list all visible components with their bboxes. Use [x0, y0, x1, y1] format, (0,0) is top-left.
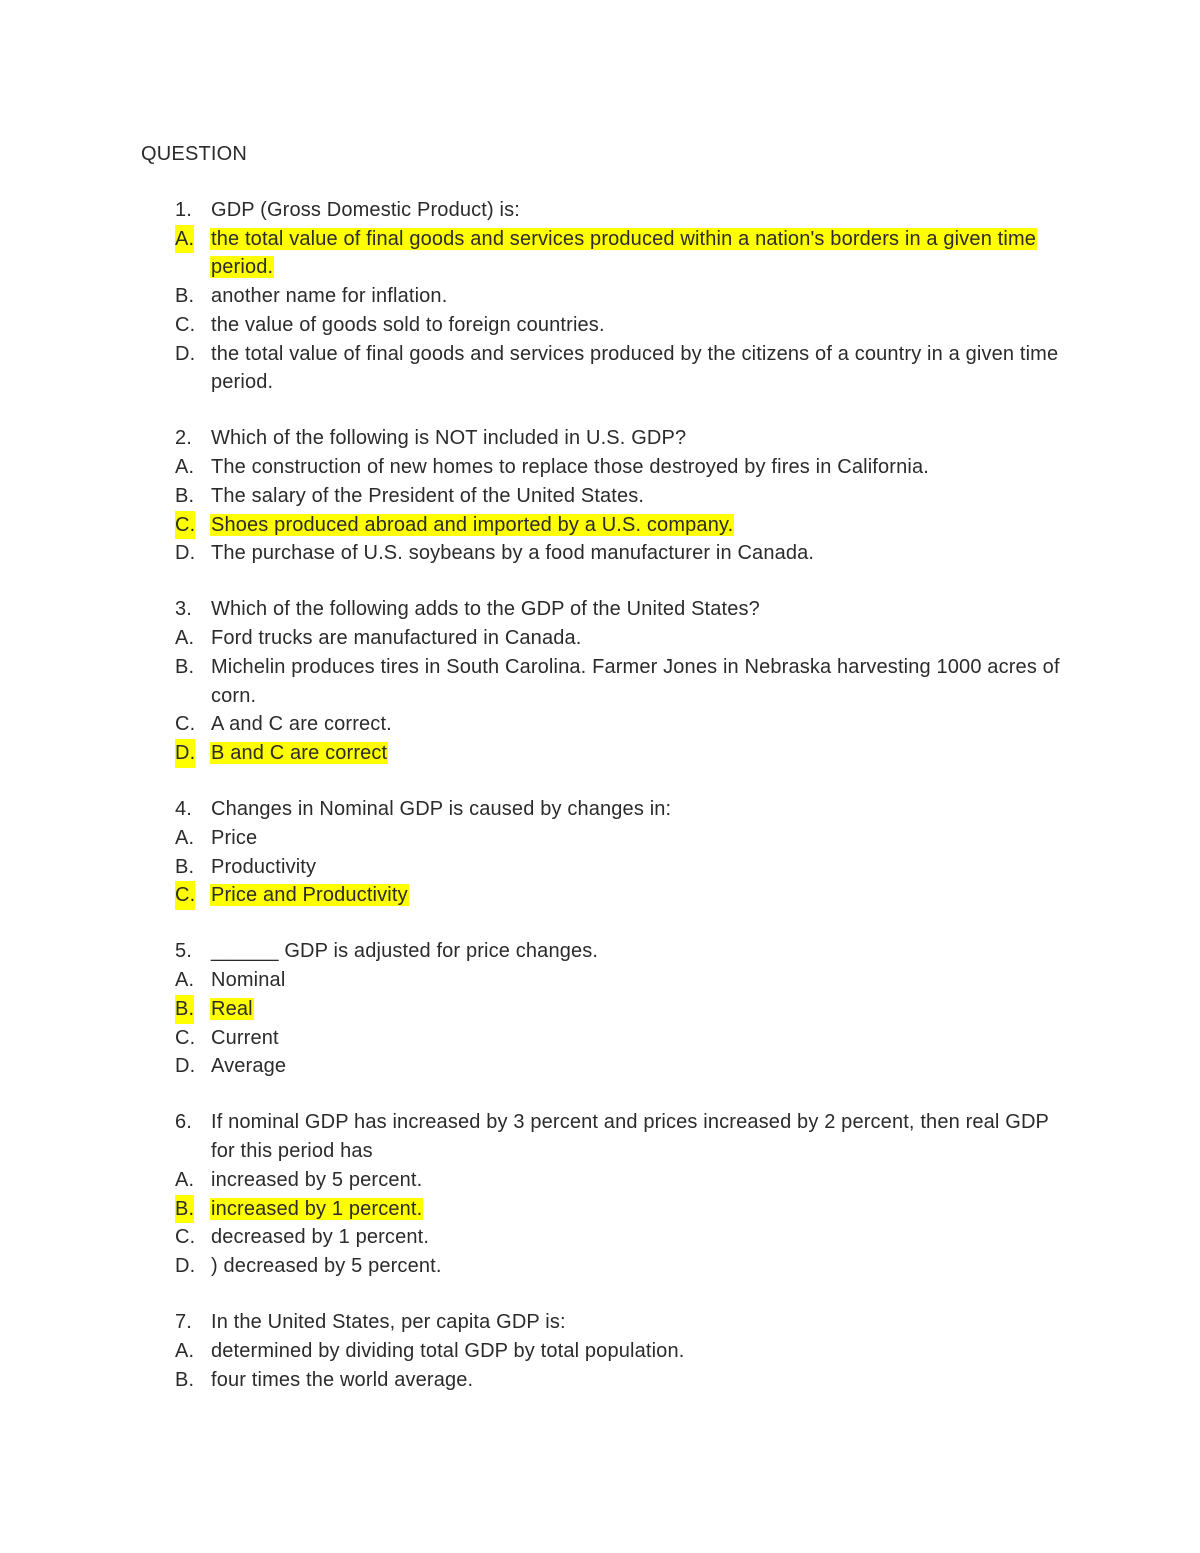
answer-option	[0, 1166, 1061, 1195]
question-3	[0, 595, 1200, 767]
option-text: the total value of final goods and services produced by the citizens of a country in a given time period.	[211, 342, 1059, 394]
question-text: GDP (Gross Domestic Product) is:	[211, 199, 520, 221]
answer-option	[0, 1252, 1061, 1281]
option-text: Average	[211, 1055, 287, 1078]
question-7	[0, 1308, 1200, 1394]
option-letter: C.	[175, 313, 196, 336]
option-text: decreased by 1 percent.	[211, 1226, 430, 1249]
question-stem	[0, 424, 1061, 453]
option-letter: B.	[175, 995, 194, 1024]
option-letter: C.	[175, 1226, 196, 1249]
question-stem	[0, 795, 1061, 824]
answer-option	[0, 225, 1061, 282]
option-text: the value of goods sold to foreign countries.	[211, 313, 605, 336]
option-letter: A.	[175, 1339, 195, 1362]
question-text: ______ GDP is adjusted for price changes.	[211, 940, 599, 963]
option-text: The salary of the President of the United States.	[211, 484, 645, 507]
option-letter: A.	[175, 826, 195, 849]
option-text: Nominal	[211, 969, 286, 992]
answer-option	[0, 340, 1061, 397]
answer-option	[0, 853, 1061, 882]
question-4	[0, 795, 1200, 910]
option-letter: B.	[175, 1195, 194, 1224]
option-letter: B.	[175, 484, 195, 507]
answer-option	[0, 653, 1061, 710]
answer-option	[0, 539, 1061, 568]
highlighted-answer-text: Shoes produced abroad and imported by a U.S. company.	[211, 513, 734, 536]
highlighted-answer-text: B and C are correct	[211, 741, 388, 764]
answer-option	[0, 1052, 1061, 1081]
answer-option	[0, 966, 1061, 995]
question-number: 3.	[175, 598, 192, 621]
answer-option	[0, 824, 1061, 853]
answer-option	[0, 1024, 1061, 1053]
question-text: If nominal GDP has increased by 3 percent and prices increased by 2 percent, then real GDP for this period has	[211, 1111, 1049, 1163]
answer-option	[0, 1366, 1061, 1395]
option-letter: C.	[175, 713, 196, 736]
question-6	[0, 1108, 1200, 1280]
answer-option	[0, 311, 1061, 340]
question-number: 4.	[175, 798, 192, 821]
answer-option	[0, 881, 1061, 910]
option-text: increased by 5 percent.	[211, 1168, 423, 1191]
question-text: Which of the following adds to the GDP of the United States?	[211, 598, 760, 621]
page-heading: QUESTION	[141, 143, 248, 165]
question-text: Which of the following is NOT included in U.S. GDP?	[211, 427, 687, 450]
option-text: another name for inflation.	[211, 285, 448, 308]
question-number: 7.	[175, 1311, 192, 1334]
answer-option	[0, 710, 1061, 739]
option-letter: D.	[175, 1055, 196, 1078]
question-stem	[0, 196, 1061, 225]
question-2	[0, 424, 1200, 568]
option-letter: B.	[175, 855, 195, 878]
option-letter: A.	[175, 627, 195, 650]
option-text: The purchase of U.S. soybeans by a food manufacturer in Canada.	[211, 542, 815, 565]
question-number: 5.	[175, 940, 192, 963]
answer-option	[0, 511, 1061, 540]
question-stem	[0, 937, 1061, 966]
question-list	[0, 196, 1200, 1422]
option-letter: D.	[175, 1255, 196, 1277]
question-stem	[0, 1108, 1061, 1165]
answer-option	[0, 282, 1061, 311]
question-text: In the United States, per capita GDP is:	[211, 1311, 566, 1334]
answer-option	[0, 1337, 1061, 1366]
answer-option	[0, 482, 1061, 511]
answer-option	[0, 1223, 1061, 1252]
option-letter: C.	[175, 1026, 196, 1049]
question-number: 1.	[175, 199, 192, 221]
option-text: Productivity	[211, 855, 317, 878]
question-text: Changes in Nominal GDP is caused by changes in:	[211, 798, 672, 821]
option-letter: B.	[175, 285, 195, 308]
answer-option	[0, 739, 1061, 768]
question-stem	[0, 1308, 1061, 1337]
option-letter: C.	[175, 511, 195, 540]
option-letter: B.	[175, 1368, 195, 1391]
highlighted-answer-text: increased by 1 percent.	[211, 1197, 423, 1220]
answer-option	[0, 995, 1061, 1024]
option-letter: D.	[175, 542, 196, 565]
option-letter: A.	[175, 1168, 195, 1191]
option-text: Ford trucks are manufactured in Canada.	[211, 627, 582, 650]
option-letter: D.	[175, 739, 195, 768]
highlighted-answer-text: Price and Productivity	[211, 884, 408, 907]
option-letter: B.	[175, 655, 195, 678]
option-text: ) decreased by 5 percent.	[211, 1255, 442, 1277]
question-1	[0, 196, 1200, 397]
option-letter: C.	[175, 881, 195, 910]
answer-option	[0, 1195, 1061, 1224]
question-number: 2.	[175, 427, 192, 450]
highlighted-answer-text: Real	[211, 997, 253, 1020]
option-text: Michelin produces tires in South Carolina. Farmer Jones in Nebraska harvesting 1000 acres of corn.	[211, 655, 1060, 707]
option-letter: A.	[175, 969, 195, 992]
option-text: determined by dividing total GDP by total population.	[211, 1339, 685, 1362]
question-5	[0, 937, 1200, 1081]
answer-option	[0, 624, 1061, 653]
option-text: The construction of new homes to replace those destroyed by fires in California.	[211, 456, 929, 479]
answer-option	[0, 453, 1061, 482]
option-text: Current	[211, 1026, 279, 1049]
option-text: Price	[211, 826, 258, 849]
question-stem	[0, 595, 1061, 624]
option-letter: A.	[175, 225, 194, 254]
option-letter: A.	[175, 456, 195, 479]
option-text: four times the world average.	[211, 1368, 474, 1391]
question-number: 6.	[175, 1111, 192, 1134]
highlighted-answer-text: the total value of final goods and services produced within a nation's borders in a given time period.	[211, 227, 1037, 279]
option-text: A and C are correct.	[211, 713, 392, 736]
option-letter: D.	[175, 342, 196, 365]
